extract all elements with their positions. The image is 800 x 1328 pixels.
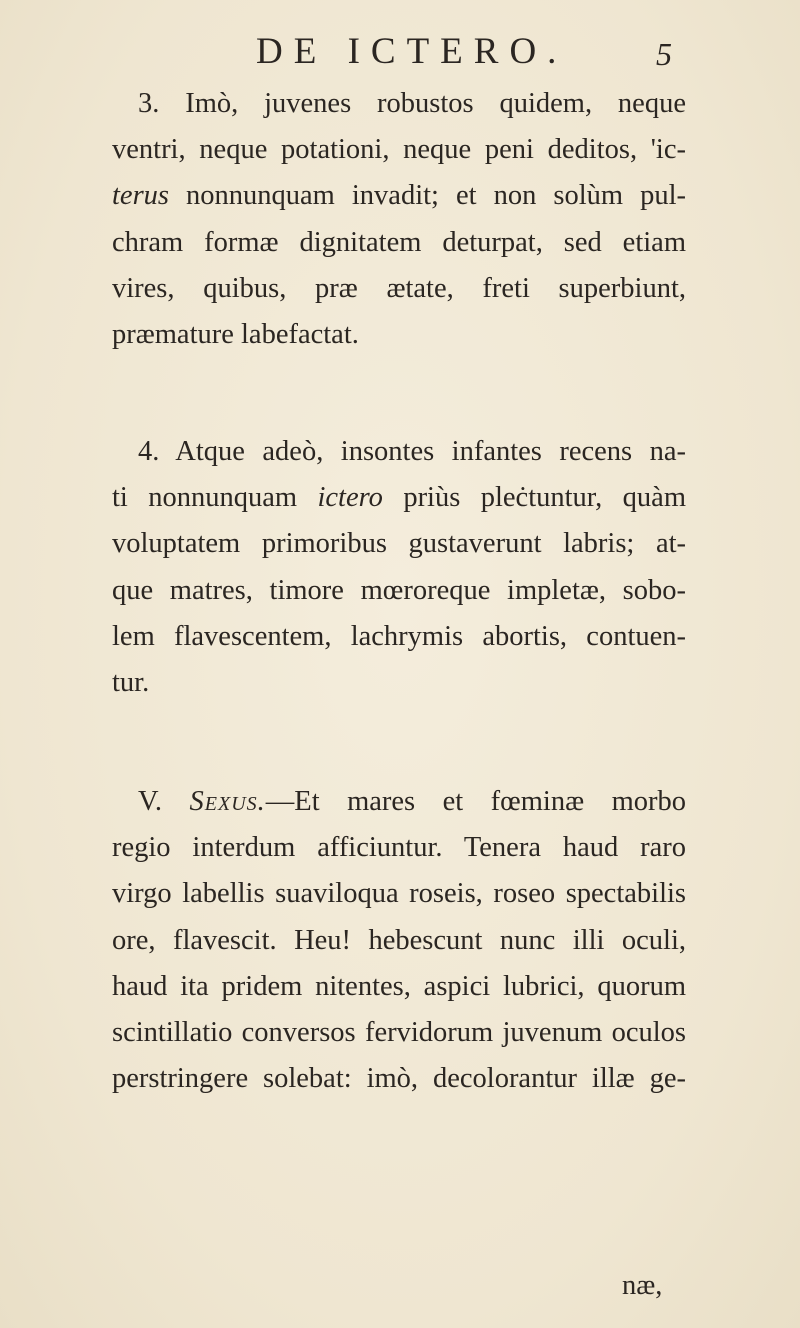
running-head	[0, 28, 800, 76]
text-run: priùs pleċtuntur, quàm	[382, 482, 686, 513]
text-line: ventri, neque potationi, neque peni deditos, 'ic-	[112, 134, 686, 165]
text-line: chram formæ dignitatem deturpat, sed etiam	[112, 227, 686, 258]
text-line: præmature labefactat.	[112, 319, 359, 350]
text-run: —Et mares et fœminæ morbo	[265, 786, 686, 817]
text-line: virgo labellis suaviloqua roseis, roseo spectabilis	[112, 878, 686, 909]
text-run: V.	[138, 786, 190, 817]
text-line: vires, quibus, præ ætate, freti superbiunt,	[112, 273, 686, 304]
section-heading: Sexus.	[189, 786, 266, 817]
text-line: 4. Atque adeò, insontes infantes recens na-	[138, 436, 686, 467]
text-line	[112, 174, 686, 218]
text-line	[138, 780, 686, 824]
text-line: ore, flavescit. Heu! hebescunt nunc illi oculi,	[112, 925, 686, 956]
catchword: næ,	[622, 1270, 663, 1301]
text-line: haud ita pridem nitentes, aspici lubrici, quorum	[112, 971, 686, 1002]
page-number: 5	[656, 36, 672, 72]
italic-term: terus	[112, 180, 169, 211]
italic-term: ictero	[317, 482, 383, 513]
text-line: voluptatem primoribus gustaverunt labris; at-	[112, 528, 686, 559]
text-line: 3. Imò, juvenes robustos quidem, neque	[138, 88, 686, 119]
text-run: ti nonnunquam	[112, 482, 318, 513]
text-line: lem flavescentem, lachrymis abortis, contuen-	[112, 621, 686, 652]
text-line: tur.	[112, 667, 150, 698]
text-line: scintillatio conversos fervidorum juvenum oculos	[112, 1017, 686, 1048]
text-line: regio interdum afficiuntur. Tenera haud raro	[112, 832, 686, 863]
text-line: que matres, timore mœroreque impletæ, sobo-	[112, 575, 686, 606]
text-run: nonnunquam invadit; et non solùm pul-	[169, 180, 686, 211]
text-line	[112, 476, 686, 520]
text-line: perstringere solebat: imò, decolorantur illæ ge-	[112, 1063, 686, 1094]
running-title: DE ICTERO.	[256, 31, 568, 72]
